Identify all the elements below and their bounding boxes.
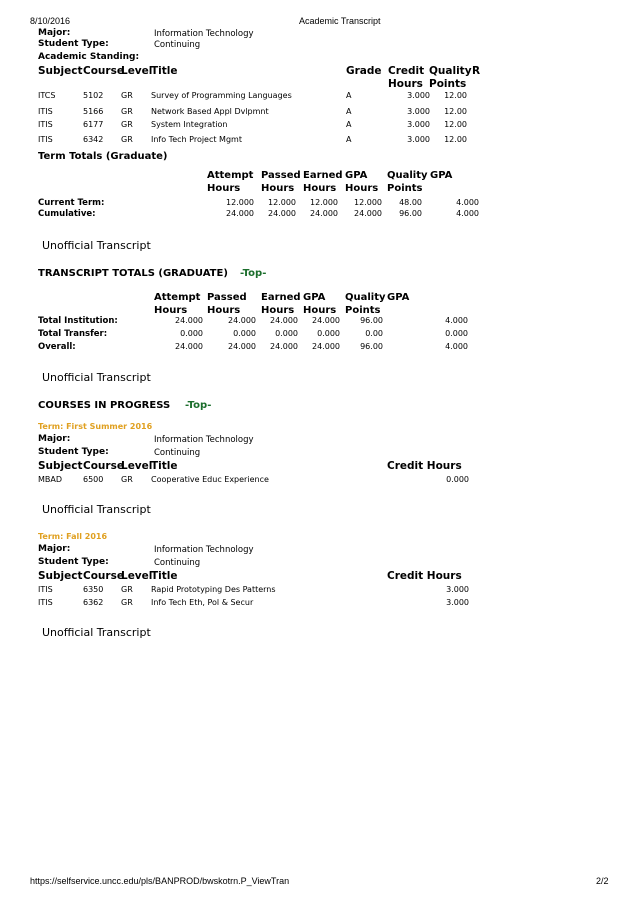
row-title: System Integration	[151, 120, 228, 129]
row-grade: A	[346, 120, 352, 129]
row-course: 5166	[83, 107, 104, 116]
table-row	[0, 120, 638, 136]
major-label: Major:	[38, 544, 71, 554]
row-credit: 0.000	[446, 475, 469, 484]
row-credit: 3.000	[407, 120, 430, 129]
row-gpa-hours: 0.000	[317, 329, 340, 338]
row-title: Rapid Prototyping Des Patterns	[151, 585, 276, 594]
major-value: Information Technology	[154, 435, 254, 445]
tr-col-gpa-l2: Hours	[303, 305, 337, 316]
page-url: https://selfservice.uncc.edu/pls/BANPROD/bwskotrn.P_ViewTran	[30, 876, 290, 886]
row-points: 12.00	[444, 91, 467, 100]
top-link[interactable]: -Top-	[185, 400, 212, 411]
row-gpa: 0.000	[445, 329, 468, 338]
row-credit: 3.000	[407, 107, 430, 116]
tr-col-passed	[207, 291, 247, 317]
academic-standing-label: Academic Standing:	[38, 52, 140, 62]
row-earned: 24.000	[270, 342, 298, 351]
row-passed: 24.000	[268, 209, 296, 218]
row-title: Info Tech Project Mgmt	[151, 135, 242, 144]
student-type-label: Student Type:	[38, 39, 109, 49]
row-earned: 24.000	[310, 209, 338, 218]
row-earned: 0.000	[275, 329, 298, 338]
table-row	[0, 209, 638, 221]
tt-col-quality-l2: Points	[387, 183, 423, 194]
tr-col-passed-l2: Hours	[207, 305, 241, 316]
row-points: 12.00	[444, 120, 467, 129]
col-subject: Subject	[38, 570, 83, 582]
row-points: 48.00	[399, 198, 422, 207]
row-gpa: 4.000	[445, 342, 468, 351]
row-points: 96.00	[360, 316, 383, 325]
tt-col-quality	[387, 169, 428, 195]
tt-col-gpa-l1: GPA	[345, 170, 368, 181]
row-course: 6177	[83, 120, 104, 129]
student-type-value: Continuing	[154, 40, 201, 50]
tt-col-gpa-l2: Hours	[345, 183, 379, 194]
col-credit-line1: Credit	[388, 65, 425, 77]
tt-col-passed-l1: Passed	[261, 170, 301, 181]
row-gpa: 4.000	[456, 209, 479, 218]
col-subject: Subject	[38, 460, 83, 472]
major-value: Information Technology	[154, 545, 254, 555]
transcript-totals-title: TRANSCRIPT TOTALS (GRADUATE)	[38, 268, 228, 279]
row-subject: ITIS	[38, 135, 53, 144]
row-credit: 3.000	[407, 91, 430, 100]
row-course: 6342	[83, 135, 104, 144]
tr-col-quality-l1: Quality	[345, 292, 386, 303]
table-row	[0, 329, 638, 341]
tr-col-earned-l1: Earned	[261, 292, 301, 303]
tt-col-passed	[261, 169, 301, 195]
table-row	[0, 342, 638, 354]
col-course: Course	[83, 570, 124, 582]
major-label: Major:	[38, 434, 71, 444]
courses-in-progress-title: COURSES IN PROGRESS	[38, 400, 171, 411]
tt-col-earned-l2: Hours	[303, 183, 337, 194]
table-row	[0, 316, 638, 328]
row-title: Network Based Appl Dvlpmnt	[151, 107, 269, 116]
row-course: 5102	[83, 91, 104, 100]
tr-col-attempt-l1: Attempt	[154, 292, 201, 303]
col-level: Level	[121, 65, 153, 77]
table-row	[0, 585, 638, 597]
student-type-label: Student Type:	[38, 557, 109, 567]
student-type-value: Continuing	[154, 448, 201, 458]
row-points: 96.00	[360, 342, 383, 351]
unofficial-transcript-label: Unofficial Transcript	[42, 503, 151, 516]
row-gpa-hours: 24.000	[312, 316, 340, 325]
row-gpa-hours: 24.000	[354, 209, 382, 218]
table-row	[0, 135, 638, 151]
tt-col-earned-l1: Earned	[303, 170, 343, 181]
col-course: Course	[83, 460, 124, 472]
col-level: Level	[121, 460, 153, 472]
student-type-value: Continuing	[154, 558, 201, 568]
tt-col-gpa: GPA	[430, 170, 453, 181]
tr-col-quality	[345, 291, 386, 317]
tt-col-passed-l2: Hours	[261, 183, 295, 194]
unofficial-transcript-label: Unofficial Transcript	[42, 626, 151, 639]
row-level: GR	[121, 91, 133, 100]
row-gpa-hours: 24.000	[312, 342, 340, 351]
row-course: 6500	[83, 475, 104, 484]
row-points: 96.00	[399, 209, 422, 218]
col-quality-line1: Quality	[429, 65, 472, 77]
col-quality-points	[429, 65, 472, 91]
row-subject: ITIS	[38, 598, 53, 607]
row-subject: ITCS	[38, 91, 56, 100]
row-title: Cooperative Educ Experience	[151, 475, 269, 484]
row-earned: 24.000	[270, 316, 298, 325]
row-attempt: 12.000	[226, 198, 254, 207]
row-attempt: 0.000	[180, 329, 203, 338]
tt-col-attempt	[207, 169, 253, 195]
row-passed: 24.000	[228, 316, 256, 325]
row-level: GR	[121, 120, 133, 129]
row-label: Cumulative:	[38, 209, 96, 219]
row-course: 6362	[83, 598, 104, 607]
row-attempt: 24.000	[226, 209, 254, 218]
unofficial-transcript-label: Unofficial Transcript	[42, 239, 151, 252]
col-grade: Grade	[346, 65, 382, 77]
col-course: Course	[83, 65, 124, 77]
row-grade: A	[346, 91, 352, 100]
major-label: Major:	[38, 28, 71, 38]
row-subject: ITIS	[38, 107, 53, 116]
tr-col-gpa: GPA	[387, 292, 410, 303]
row-credit: 3.000	[446, 598, 469, 607]
col-credit-hours: Credit Hours	[387, 460, 462, 472]
tt-col-earned	[303, 169, 343, 195]
row-passed: 0.000	[233, 329, 256, 338]
row-level: GR	[121, 107, 133, 116]
row-course: 6350	[83, 585, 104, 594]
tr-col-passed-l1: Passed	[207, 292, 247, 303]
col-credit-hours: Credit Hours	[387, 570, 462, 582]
row-points: 12.00	[444, 135, 467, 144]
top-link[interactable]: -Top-	[240, 268, 267, 279]
student-type-label: Student Type:	[38, 447, 109, 457]
term-heading: Term: Fall 2016	[38, 532, 108, 541]
row-earned: 12.000	[310, 198, 338, 207]
tr-col-quality-l2: Points	[345, 305, 381, 316]
term-heading: Term: First Summer 2016	[38, 422, 153, 431]
row-points: 0.00	[365, 329, 383, 338]
row-title: Survey of Programming Languages	[151, 91, 292, 100]
row-subject: MBAD	[38, 475, 63, 484]
row-credit: 3.000	[407, 135, 430, 144]
major-value: Information Technology	[154, 29, 254, 39]
tr-col-attempt	[154, 291, 200, 317]
print-date: 8/10/2016	[30, 16, 71, 26]
row-level: GR	[121, 475, 133, 484]
row-gpa: 4.000	[456, 198, 479, 207]
tt-col-attempt-l2: Hours	[207, 183, 241, 194]
col-level: Level	[121, 570, 153, 582]
row-gpa: 4.000	[445, 316, 468, 325]
row-label: Current Term:	[38, 198, 105, 208]
col-credit-hours	[388, 65, 424, 91]
term-totals-title: Term Totals (Graduate)	[38, 151, 168, 162]
row-passed: 12.000	[268, 198, 296, 207]
row-title: Info Tech Eth, Pol & Secur	[151, 598, 254, 607]
row-grade: A	[346, 135, 352, 144]
row-grade: A	[346, 107, 352, 116]
row-level: GR	[121, 585, 133, 594]
tr-col-earned-l2: Hours	[261, 305, 295, 316]
tr-col-gpa-hours	[303, 291, 336, 317]
col-r: R	[472, 65, 481, 77]
tt-col-quality-l1: Quality	[387, 170, 428, 181]
row-passed: 24.000	[228, 342, 256, 351]
col-title: Title	[151, 460, 178, 472]
row-subject: ITIS	[38, 120, 53, 129]
print-title: Academic Transcript	[299, 16, 381, 26]
table-row	[0, 91, 638, 107]
row-points: 12.00	[444, 107, 467, 116]
row-level: GR	[121, 135, 133, 144]
col-quality-line2: Points	[429, 78, 467, 90]
page-number: 2/2	[596, 876, 609, 886]
col-title: Title	[151, 570, 178, 582]
tr-col-gpa-l1: GPA	[303, 292, 326, 303]
row-attempt: 24.000	[175, 316, 203, 325]
unofficial-transcript-label: Unofficial Transcript	[42, 371, 151, 384]
tt-col-gpa-hours	[345, 169, 378, 195]
row-attempt: 24.000	[175, 342, 203, 351]
row-gpa-hours: 12.000	[354, 198, 382, 207]
table-row	[0, 598, 638, 610]
row-label: Total Transfer:	[38, 329, 108, 339]
col-subject: Subject	[38, 65, 83, 77]
row-level: GR	[121, 598, 133, 607]
tt-col-attempt-l1: Attempt	[207, 170, 254, 181]
row-label: Overall:	[38, 342, 76, 352]
col-credit-line2: Hours	[388, 78, 423, 90]
table-row	[0, 475, 638, 487]
row-subject: ITIS	[38, 585, 53, 594]
col-title: Title	[151, 65, 178, 77]
tr-col-attempt-l2: Hours	[154, 305, 188, 316]
tr-col-earned	[261, 291, 301, 317]
row-label: Total Institution:	[38, 316, 118, 326]
row-credit: 3.000	[446, 585, 469, 594]
